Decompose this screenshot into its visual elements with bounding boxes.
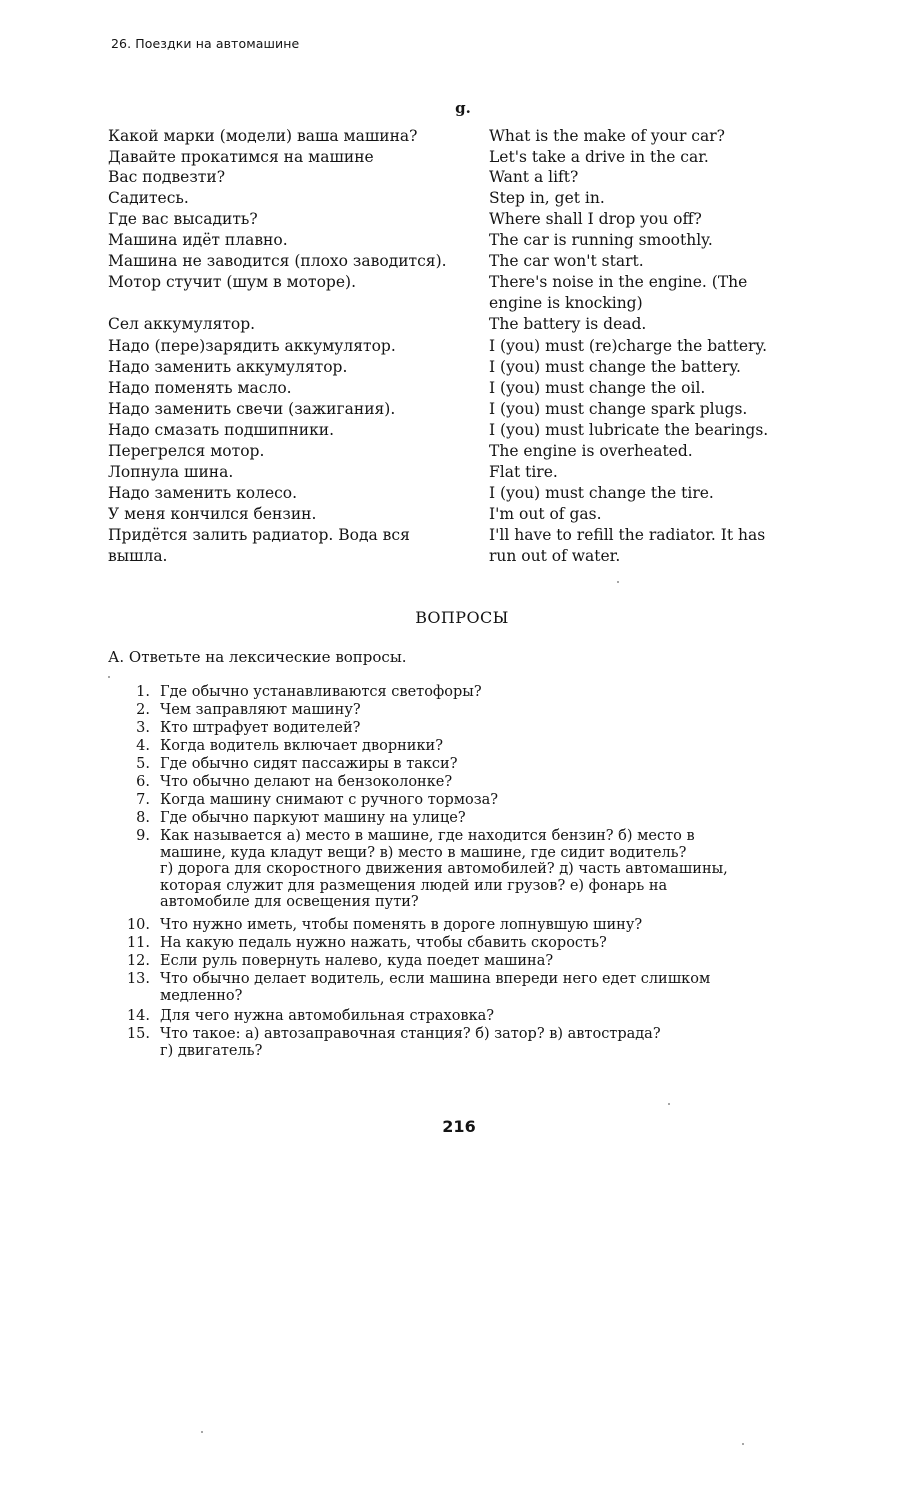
- phrase-english-line: The car is running smoothly.: [489, 231, 713, 249]
- phrase-russian: [108, 399, 480, 420]
- question-text-line: Где обычно паркуют машину на улице?: [160, 810, 466, 826]
- phrase-english: [489, 378, 819, 399]
- question-text: [160, 935, 840, 952]
- question-text: [160, 774, 840, 791]
- running-head: 26. Поездки на автомашине: [111, 36, 300, 51]
- phrase-russian-line: Вас подвезти?: [108, 168, 226, 186]
- phrase-russian: [108, 336, 480, 357]
- phrase-english-line: Step in, get in.: [489, 189, 605, 207]
- question-text-line: Кто штрафует водителей?: [160, 720, 361, 736]
- question-text-line: Чем заправляют машину?: [160, 702, 361, 718]
- phrase-russian: [108, 504, 480, 525]
- phrase-russian: [108, 188, 480, 209]
- phrase-english-line: I (you) must (re)charge the battery.: [489, 337, 768, 355]
- question-number: 14.: [126, 1008, 150, 1024]
- question-text-line: Что обычно делают на бензоколонке?: [160, 774, 453, 790]
- phrase-english: [489, 483, 819, 504]
- phrase-english-line: Flat tire.: [489, 463, 558, 481]
- question-text: [160, 1026, 840, 1059]
- question-text: [160, 971, 840, 1004]
- phrase-english: [489, 126, 819, 147]
- question-text: [160, 756, 840, 773]
- question-number: 10.: [126, 917, 150, 933]
- phrase-russian: [108, 272, 480, 293]
- phrase-english-line: What is the make of your car?: [489, 127, 725, 145]
- question-text-line: Что обычно делает водитель, если машина впереди него едет слишком: [160, 971, 711, 987]
- section-heading: ВОПРОСЫ: [415, 608, 509, 627]
- phrase-russian-line: Какой марки (модели) ваша машина?: [108, 127, 418, 145]
- phrase-english-line: Where shall I drop you off?: [489, 210, 702, 228]
- section-letter: g.: [455, 99, 471, 117]
- phrase-russian-line: Придётся залить радиатор. Вода вся: [108, 526, 410, 544]
- question-number: 8.: [136, 810, 150, 826]
- phrase-english-line: Want a lift?: [489, 168, 579, 186]
- phrase-russian: [108, 483, 480, 504]
- phrase-russian-line: Давайте прокатимся на машине: [108, 148, 374, 166]
- question-number: 12.: [126, 953, 150, 969]
- question-text: [160, 810, 840, 827]
- question-text: [160, 953, 840, 970]
- question-text: [160, 738, 840, 755]
- question-text-line: Что такое: а) автозаправочная станция? б) затор? в) автострада?: [160, 1026, 661, 1042]
- question-text: [160, 917, 840, 934]
- phrase-english: [489, 441, 819, 462]
- phrase-english-line: I (you) must change the oil.: [489, 379, 706, 397]
- phrase-english: [489, 188, 819, 209]
- phrase-english: [489, 209, 819, 230]
- question-text-line: которая служит для размещения людей или грузов? е) фонарь на: [160, 877, 668, 894]
- phrase-english-line: run out of water.: [489, 547, 621, 565]
- phrase-english-line: I (you) must change the battery.: [489, 358, 741, 376]
- phrase-english: [489, 420, 819, 441]
- phrase-russian-line: Машина идёт плавно.: [108, 231, 288, 249]
- phrase-russian-line: Машина не заводится (плохо заводится).: [108, 252, 447, 270]
- phrase-russian: [108, 420, 480, 441]
- phrase-russian-line: Садитесь.: [108, 189, 189, 207]
- question-number: 9.: [136, 828, 150, 844]
- question-number: 11.: [126, 935, 150, 951]
- phrase-english: [489, 357, 819, 378]
- phrase-russian: [108, 357, 480, 378]
- phrase-english-line: engine is knocking): [489, 294, 643, 312]
- print-speck: [668, 1103, 670, 1105]
- phrase-russian: [108, 441, 480, 462]
- question-number: 1.: [136, 684, 150, 700]
- phrase-russian: [108, 230, 480, 251]
- question-text-line: Где обычно сидят пассажиры в такси?: [160, 756, 458, 772]
- phrase-english-line: The engine is overheated.: [489, 442, 693, 460]
- question-text: [160, 828, 840, 911]
- phrase-russian: [108, 251, 480, 272]
- print-speck: [742, 1443, 744, 1445]
- question-text-line: Что нужно иметь, чтобы поменять в дороге лопнувшую шину?: [160, 917, 643, 933]
- phrase-russian-line: Надо заменить аккумулятор.: [108, 358, 348, 376]
- phrase-english: [489, 230, 819, 251]
- question-text-line: Когда водитель включает дворники?: [160, 738, 443, 754]
- phrase-russian-line: Мотор стучит (шум в моторе).: [108, 273, 356, 291]
- phrase-russian: [108, 378, 480, 399]
- phrase-english-line: I (you) must lubricate the bearings.: [489, 421, 769, 439]
- print-speck: [108, 676, 110, 678]
- question-text-line: На какую педаль нужно нажать, чтобы сбавить скорость?: [160, 935, 607, 951]
- question-number: 6.: [136, 774, 150, 790]
- phrase-english: [489, 525, 819, 567]
- phrase-english: [489, 399, 819, 420]
- question-number: 7.: [136, 792, 150, 808]
- phrase-russian-line: Лопнула шина.: [108, 463, 234, 481]
- phrase-russian-line: Надо заменить свечи (зажигания).: [108, 400, 396, 418]
- question-text: [160, 684, 840, 701]
- question-text-line: г) двигатель?: [160, 1042, 263, 1059]
- phrase-english: [489, 336, 819, 357]
- phrase-russian-line: Надо заменить колесо.: [108, 484, 298, 502]
- phrase-russian: [108, 314, 480, 335]
- question-number: 13.: [126, 971, 150, 987]
- question-number: 15.: [126, 1026, 150, 1042]
- question-text-line: Если руль повернуть налево, куда поедет машина?: [160, 953, 554, 969]
- question-text-line: автомобиле для освещения пути?: [160, 894, 419, 910]
- task-instruction: А. Ответьте на лексические вопросы.: [108, 648, 407, 666]
- phrase-russian-line: вышла.: [108, 547, 168, 565]
- phrase-english-line: I'm out of gas.: [489, 505, 602, 523]
- phrase-russian-line: Сел аккумулятор.: [108, 315, 256, 333]
- phrase-english: [489, 167, 819, 188]
- question-number: 5.: [136, 756, 150, 772]
- question-number: 4.: [136, 738, 150, 754]
- question-text-line: медленно?: [160, 987, 243, 1004]
- question-text: [160, 720, 840, 737]
- phrase-russian-line: Перегрелся мотор.: [108, 442, 265, 460]
- phrase-english-line: I'll have to refill the radiator. It has: [489, 526, 766, 544]
- phrase-english: [489, 462, 819, 483]
- question-text-line: машине, куда кладут вещи? в) место в машине, где сидит водитель?: [160, 844, 687, 861]
- phrase-english-line: I (you) must change the tire.: [489, 484, 714, 502]
- phrase-russian-line: Где вас высадить?: [108, 210, 258, 228]
- phrase-russian-line: У меня кончился бензин.: [108, 505, 317, 523]
- phrase-russian: [108, 167, 480, 188]
- page-number: 216: [442, 1117, 476, 1136]
- print-speck: [617, 581, 619, 583]
- phrase-english: [489, 147, 819, 168]
- question-text-line: г) дорога для скоростного движения автомобилей? д) часть автомашины,: [160, 861, 728, 877]
- question-text-line: Для чего нужна автомобильная страховка?: [160, 1008, 495, 1024]
- phrase-english-line: Let's take a drive in the car.: [489, 148, 709, 166]
- question-text: [160, 1008, 840, 1025]
- phrase-russian: [108, 525, 480, 567]
- phrase-russian: [108, 147, 480, 168]
- phrase-english: [489, 314, 819, 335]
- question-number: 2.: [136, 702, 150, 718]
- question-text: [160, 792, 840, 809]
- question-number: 3.: [136, 720, 150, 736]
- phrase-russian-line: Надо (пере)зарядить аккумулятор.: [108, 337, 396, 355]
- phrase-russian-line: Надо поменять масло.: [108, 379, 292, 397]
- question-text: [160, 702, 840, 719]
- phrase-english: [489, 504, 819, 525]
- question-text-line: Как называется а) место в машине, где находится бензин? б) место в: [160, 828, 695, 844]
- phrase-english: [489, 251, 819, 272]
- question-text-line: Когда машину снимают с ручного тормоза?: [160, 792, 499, 808]
- print-speck: [201, 1431, 203, 1433]
- question-text-line: Где обычно устанавливаются светофоры?: [160, 684, 482, 700]
- phrase-russian: [108, 462, 480, 483]
- phrase-russian: [108, 126, 480, 147]
- phrase-russian-line: Надо смазать подшипники.: [108, 421, 335, 439]
- phrase-english-line: The car won't start.: [489, 252, 644, 270]
- phrase-russian: [108, 209, 480, 230]
- phrase-english-line: There's noise in the engine. (The: [489, 273, 748, 291]
- phrase-english: [489, 272, 819, 314]
- phrase-english-line: The battery is dead.: [489, 315, 647, 333]
- phrase-english-line: I (you) must change spark plugs.: [489, 400, 748, 418]
